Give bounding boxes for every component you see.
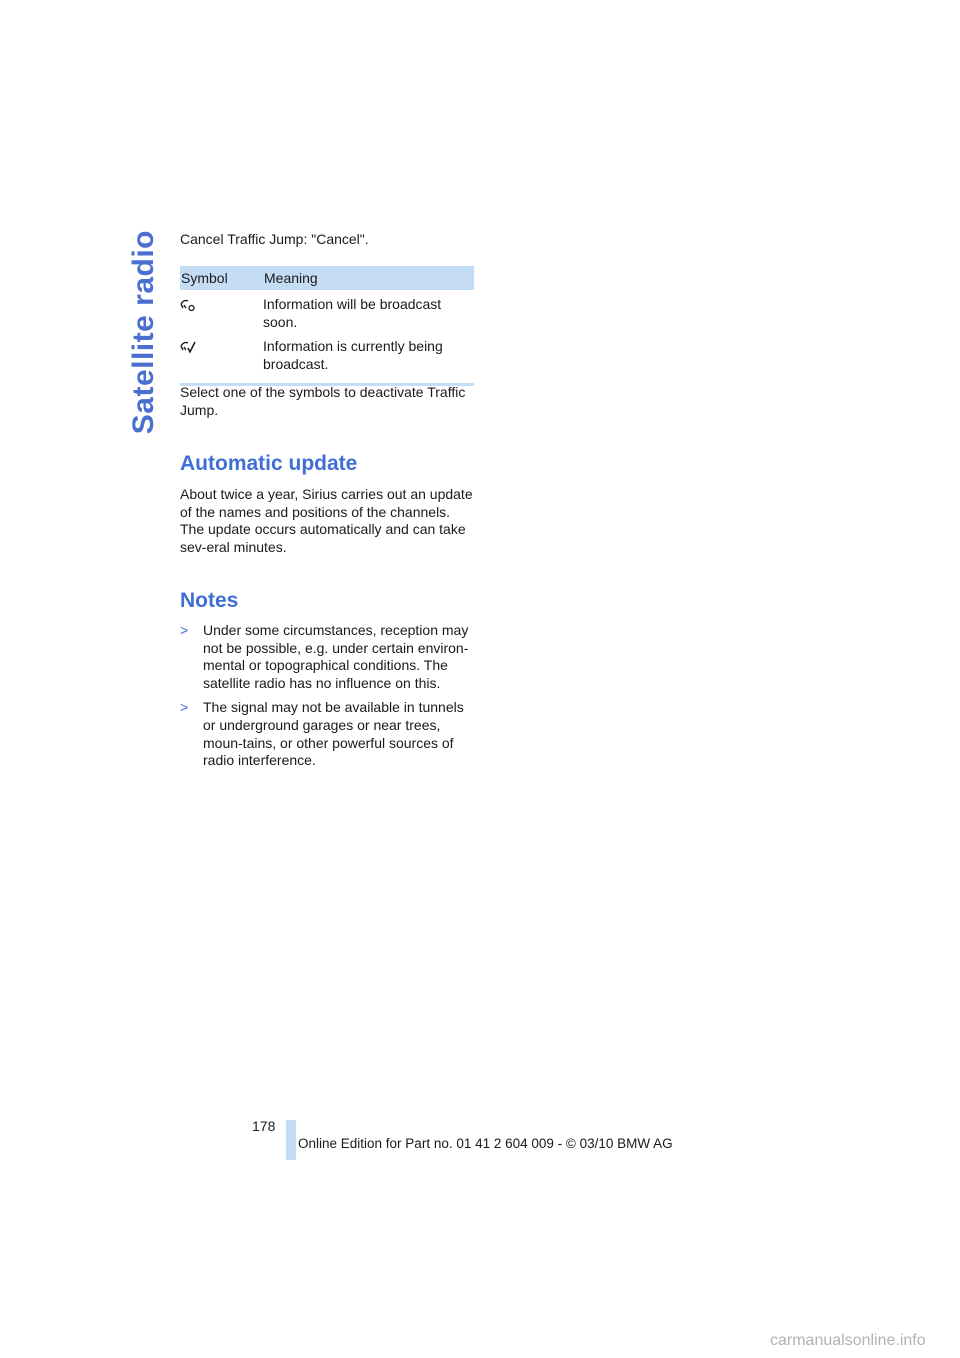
heading-notes: Notes [180, 589, 239, 612]
list-item-text: Under some circumstances, reception may not be possible, e.g. under certain environ-mental or topographical conditions. The satellite radio has no influence on this. [203, 622, 469, 691]
table-row [180, 296, 474, 331]
side-title-text: Satellite radio [127, 230, 160, 435]
header-symbol: Symbol [181, 270, 228, 286]
automatic-update-body [180, 486, 474, 556]
heading-automatic-update: Automatic update [180, 452, 358, 475]
automatic-update-text: About twice a year, Sirius carries out an update of the names and positions of the channels. The update occurs automatically and can take sev-eral minutes. [180, 486, 473, 555]
list-item [180, 622, 474, 692]
list-item-text: The signal may not be available in tunnels or underground garages or near trees, moun-tains, or other powerful sources of radio interference. [203, 699, 464, 769]
table-header [180, 266, 474, 290]
list-item [180, 699, 474, 769]
after-table-text: Select one of the symbols to deactivate Traffic Jump. [180, 384, 466, 418]
row-meaning: Information will be broadcast soon. [263, 296, 442, 330]
intro [180, 231, 474, 249]
traffic-jump-pending-icon [180, 296, 263, 331]
traffic-jump-active-icon [180, 338, 263, 373]
footer-bar [286, 1120, 296, 1160]
row-meaning: Information is currently being broadcast. [263, 338, 443, 372]
side-title [118, 230, 170, 440]
notes-list [180, 622, 474, 777]
header-meaning: Meaning [264, 270, 318, 286]
page-number: 178 [252, 1118, 276, 1134]
bullet-marker: > [180, 699, 189, 716]
after-table [180, 384, 474, 419]
symbol-table [180, 266, 474, 386]
watermark: carmanualsonline.info [770, 1332, 926, 1349]
table-row [180, 338, 474, 373]
footer-edition: Online Edition for Part no. 01 41 2 604 009 - © 03/10 BMW AG [298, 1136, 673, 1151]
bullet-marker: > [180, 622, 189, 638]
intro-text: Cancel Traffic Jump: "Cancel". [180, 231, 369, 247]
